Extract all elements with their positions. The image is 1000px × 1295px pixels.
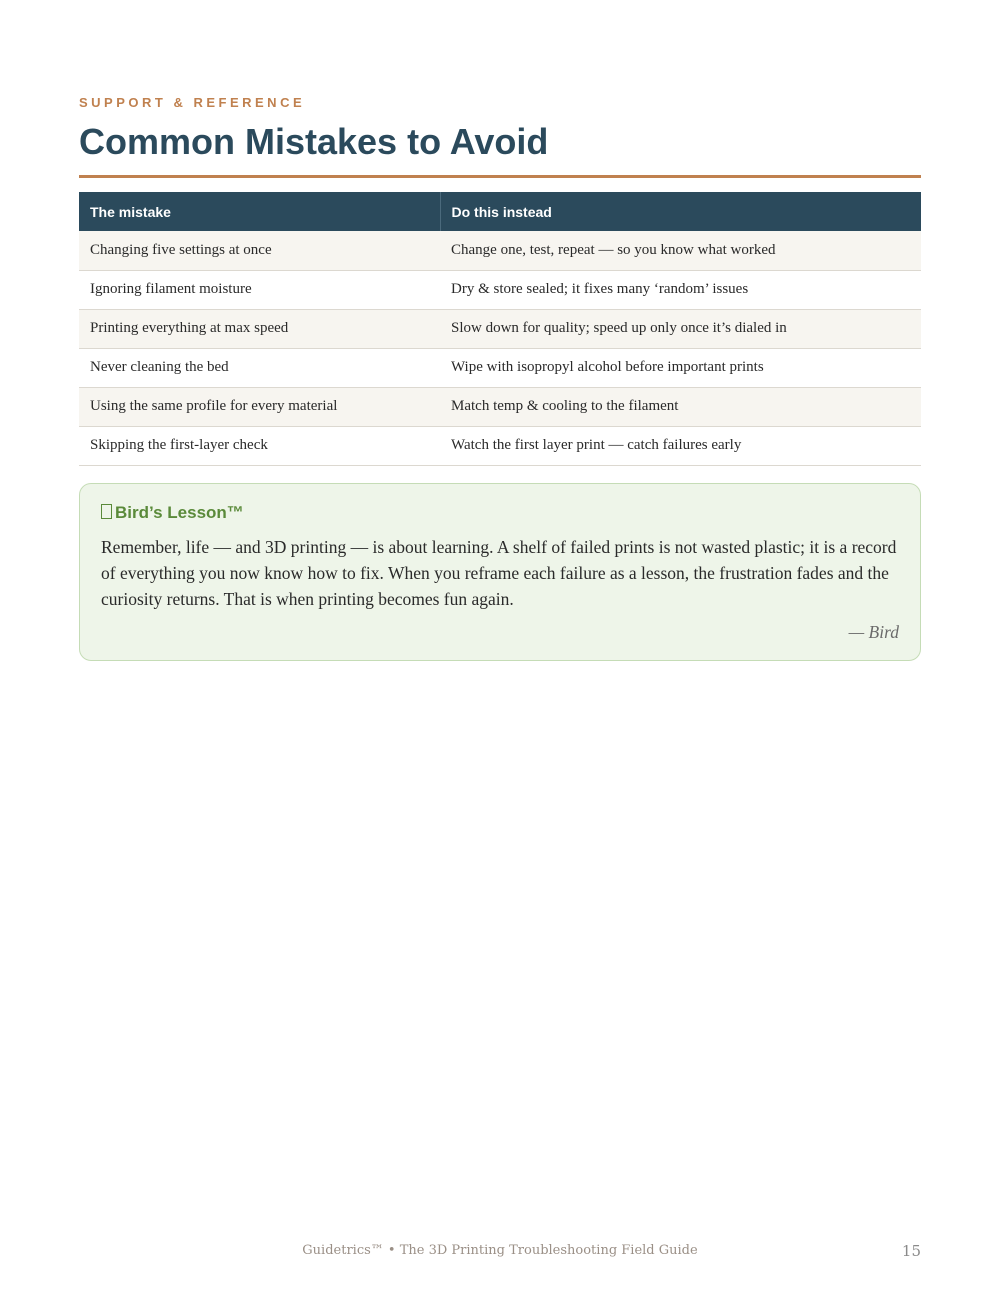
mistake-cell: Using the same profile for every material <box>79 387 440 426</box>
table-row <box>79 387 921 426</box>
column-header-mistake: The mistake <box>79 192 440 231</box>
mistake-cell: Ignoring filament moisture <box>79 270 440 309</box>
column-header-instead: Do this instead <box>440 192 921 231</box>
instead-cell: Change one, test, repeat — so you know what worked <box>440 231 921 270</box>
lesson-heading <box>101 501 899 525</box>
lesson-signature: — Bird <box>848 622 899 642</box>
table-header-row <box>79 192 921 231</box>
lesson-title: Bird’s Lesson™ <box>115 503 244 522</box>
mistakes-table <box>79 192 921 466</box>
table-row <box>79 231 921 270</box>
page-number: 15 <box>901 1242 921 1260</box>
instead-cell: Wipe with isopropyl alcohol before important prints <box>440 348 921 387</box>
section-kicker: SUPPORT & REFERENCE <box>79 95 306 110</box>
instead-cell: Watch the first layer print — catch failures early <box>440 426 921 465</box>
lesson-body: Remember, life — and 3D printing — is about learning. A shelf of failed prints is not wasted plastic; it is a record of everything you now know how to fix. When you reframe each failure as a lesson, the frustration fades and the curiosity returns. That is when printing becomes fun again. <box>101 537 897 609</box>
table-row <box>79 426 921 465</box>
mistake-cell: Changing five settings at once <box>79 231 440 270</box>
table-row <box>79 348 921 387</box>
page-title: Common Mistakes to Avoid <box>79 121 549 162</box>
mistake-cell: Never cleaning the bed <box>79 348 440 387</box>
table-row <box>79 309 921 348</box>
lesson-callout <box>79 483 921 661</box>
bird-icon <box>101 504 112 519</box>
mistake-cell: Printing everything at max speed <box>79 309 440 348</box>
instead-cell: Match temp & cooling to the filament <box>440 387 921 426</box>
page-footer: Guidetrics™ • The 3D Printing Troubleshooting Field Guide <box>302 1243 698 1258</box>
title-divider <box>79 175 921 178</box>
instead-cell: Slow down for quality; speed up only once it’s dialed in <box>440 309 921 348</box>
mistake-cell: Skipping the first-layer check <box>79 426 440 465</box>
instead-cell: Dry & store sealed; it fixes many ‘random’ issues <box>440 270 921 309</box>
table-row <box>79 270 921 309</box>
